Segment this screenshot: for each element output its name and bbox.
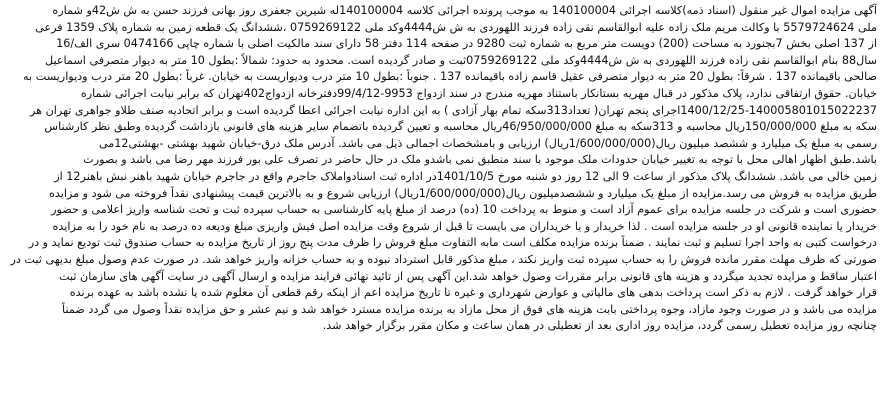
notice-line: ملی 5579724624 با وکالت مریم ملک زاده علیه ابوالقاسم نقی زاده فرزند اللهوردی به ش ش4444وکد ملی 0759269122 ،ششدانگ یک قطعه زمین به شماره پلاک 1359 فرعی bbox=[35, 20, 877, 34]
notice-line: از 137 اصلی بخش 7بجنورد به مساحت (200) دویست متر مربع به شماره ثبت 9280 در صفحه 114 دفتر 58 دارای سند مالکیت اصلی با شماره چاپی 0474166 سری الف/16 bbox=[56, 37, 877, 51]
notice-line: باشد.طبق اظهار اهالی محل با توجه به تغییر خیابان حدودات ملک موجود با سند منطبق نمی باشدو ملک در حال حاضر در تصرف علی بور فرزند مهر رضا می باشد و بصورت bbox=[83, 153, 877, 167]
notice-line: چنانچه روز مزایده تعطیل رسمی گردد، مزایده روز اداری بعد از تعطیلی در همان ساعت و مکان مقرر برگزار خواهد شد. bbox=[322, 319, 877, 333]
notice-line: مزایده می باشد و در صورت وجود مازاد، وجوه پرداختی بابت هزینه های فوق از محل مازاد به برنده مزایده مسترد خواهد شد و نیم عشر و حق مزایده نقداً وصول می گردد ضمناً bbox=[62, 302, 877, 316]
notice-line: سال88 بنام ابوالقاسم نقی زاده فرزند اللهوردی به ش ش4444وکد ملی 0759269122ثبت و صادر گردیده است. محدود به حدود: شمالاً :بطول 10 متر به دیوار متصرفی اسماعیل bbox=[45, 53, 877, 67]
notice-line: صالحی باقیمانده 137 . شرقاً: بطول 20 متر به دیوار متصرفی عقیل قاسم زاده باقیمانده 137 . جنوباً :بطول 10 متر درب ودیواریست به خیابان. غرباً :بطول 20 متر درب ودیواریست به bbox=[23, 70, 877, 84]
notice-line: خریدار یا نماینده قانونی او در جلسه مزایده است . لذا خریدار و یا خریداران می بایست تا قبل از شروع وقت مزایده اصل فیش واریزی مبلغ ودیعه ده درصد به نام خود را به مزایده bbox=[52, 219, 877, 233]
notice-line: اعتبار ساقط و مزایده تجدید میگردد و هزینه های قانونی برابر مقررات وصول خواهد شد.این آگهی پس از تائید نهائی فرایند مزایده و ارسال آگهی در سایت آگهی های سازمان ثبت bbox=[59, 269, 877, 283]
notice-line: رسمی به مبلغ یک میلیارد و ششصد میلیون ریال(1/600/000/000ریال) ارزیابی و بامشخصات اجمالی ذیل می باشد. آدرس ملک درق-خیابان شهید بهشتی -بهشتی12می bbox=[98, 136, 877, 150]
notice-line: سکه به مبلغ 150/000/000ریال محاسبه و 313سکه به مبلغ 46/950/000/000ریال محاسبه و تعیین گردیده باتضمام سایر هزینه های قانونی بازداشت گردیده وطبق نظر کارشناس bbox=[44, 120, 877, 134]
notice-line: درخواست کتبی به واحد اجرا تسلیم و ثبت نمایند . ضمناً برنده مزایده مکلف است مابه التفاوت مبلغ فروش را ظرف مدت پنج روز از تاریخ مزایده به حساب صندوق ثبت تودیع نماید و در bbox=[28, 236, 877, 250]
notice-line: حضوری است و شرکت در جلسه مزایده برای عموم آزاد است و منوط به پرداخت 10 (ده) درصد از مبلغ پایه کارشناسی به حساب سپرده ثبت و تحت شناسه واریز اعلامی و حضور bbox=[51, 203, 877, 217]
notice-line: قرار خواهد گرفت . لازم به ذکر است پرداخت بدهی های مالیاتی و عوارض شهرداری و غیره تا تاریخ مزایده اعم از اینکه رقم قطعی آن معلوم شده یا نشده باشد به عهده برنده bbox=[69, 286, 877, 300]
notice-line: زمین خالی می باشد. ششدانگ پلاک مذکور از ساعت 9 الی 12 روز دو شنبه مورخ 1401/10/5در اداره ثبت اسنادواملاک جاجرم واقع در جاجرم خیابان شهید باهنر نبش باهنر12 از bbox=[54, 169, 877, 183]
notice-line: 1400/12/25-140005801015022237اجرای پنجم تهران( تعداد313سکه تمام بهار آزادی ) به این اداره نیابت اجرائی اعطا گردیده است و برابر اتحادیه صنف طلاو جواهری تهران هر bbox=[29, 103, 877, 117]
notice-line: صورتی که ظرف مهلت مقرر مانده فروش را به حساب سپرده ثبت واریز نکند ، مبلغ مذکور قابل استرداد نبوده و به حساب خزانه واریز خواهد شد. در صورت عدم وصول مبلغ بدیهی ثبت در bbox=[10, 252, 877, 266]
notice-line: آگهی مزایده اموال غیر منقول (اسناد ذمه)کلاسه اجرائی 140100004 به موجب پرونده اجرائی کلاسه 140100004له شیرین جعفری روز بهانی فرزند حسن به ش ش42و شماره bbox=[52, 4, 877, 17]
notice-line: طریق مزایده به فروش می رسد.مزایده از مبلغ یک میلیارد و ششصدمیلیون ریال(1/600/000/000ریال) ارزیابی شروع و به بالاترین قیمت پیشنهادی نقداً فروخته می شود و مزایده bbox=[48, 186, 877, 200]
notice-line: خیابان. حقوق ارتفاقی ندارد، پلاک مذکور در قبال مهریه بستانکار باستناد مهریه مندرج در سند ازدواج 9953-99/4/12دفترخانه ازدواج402تهران که برابر نیابت اجرائی شماره bbox=[80, 86, 877, 100]
